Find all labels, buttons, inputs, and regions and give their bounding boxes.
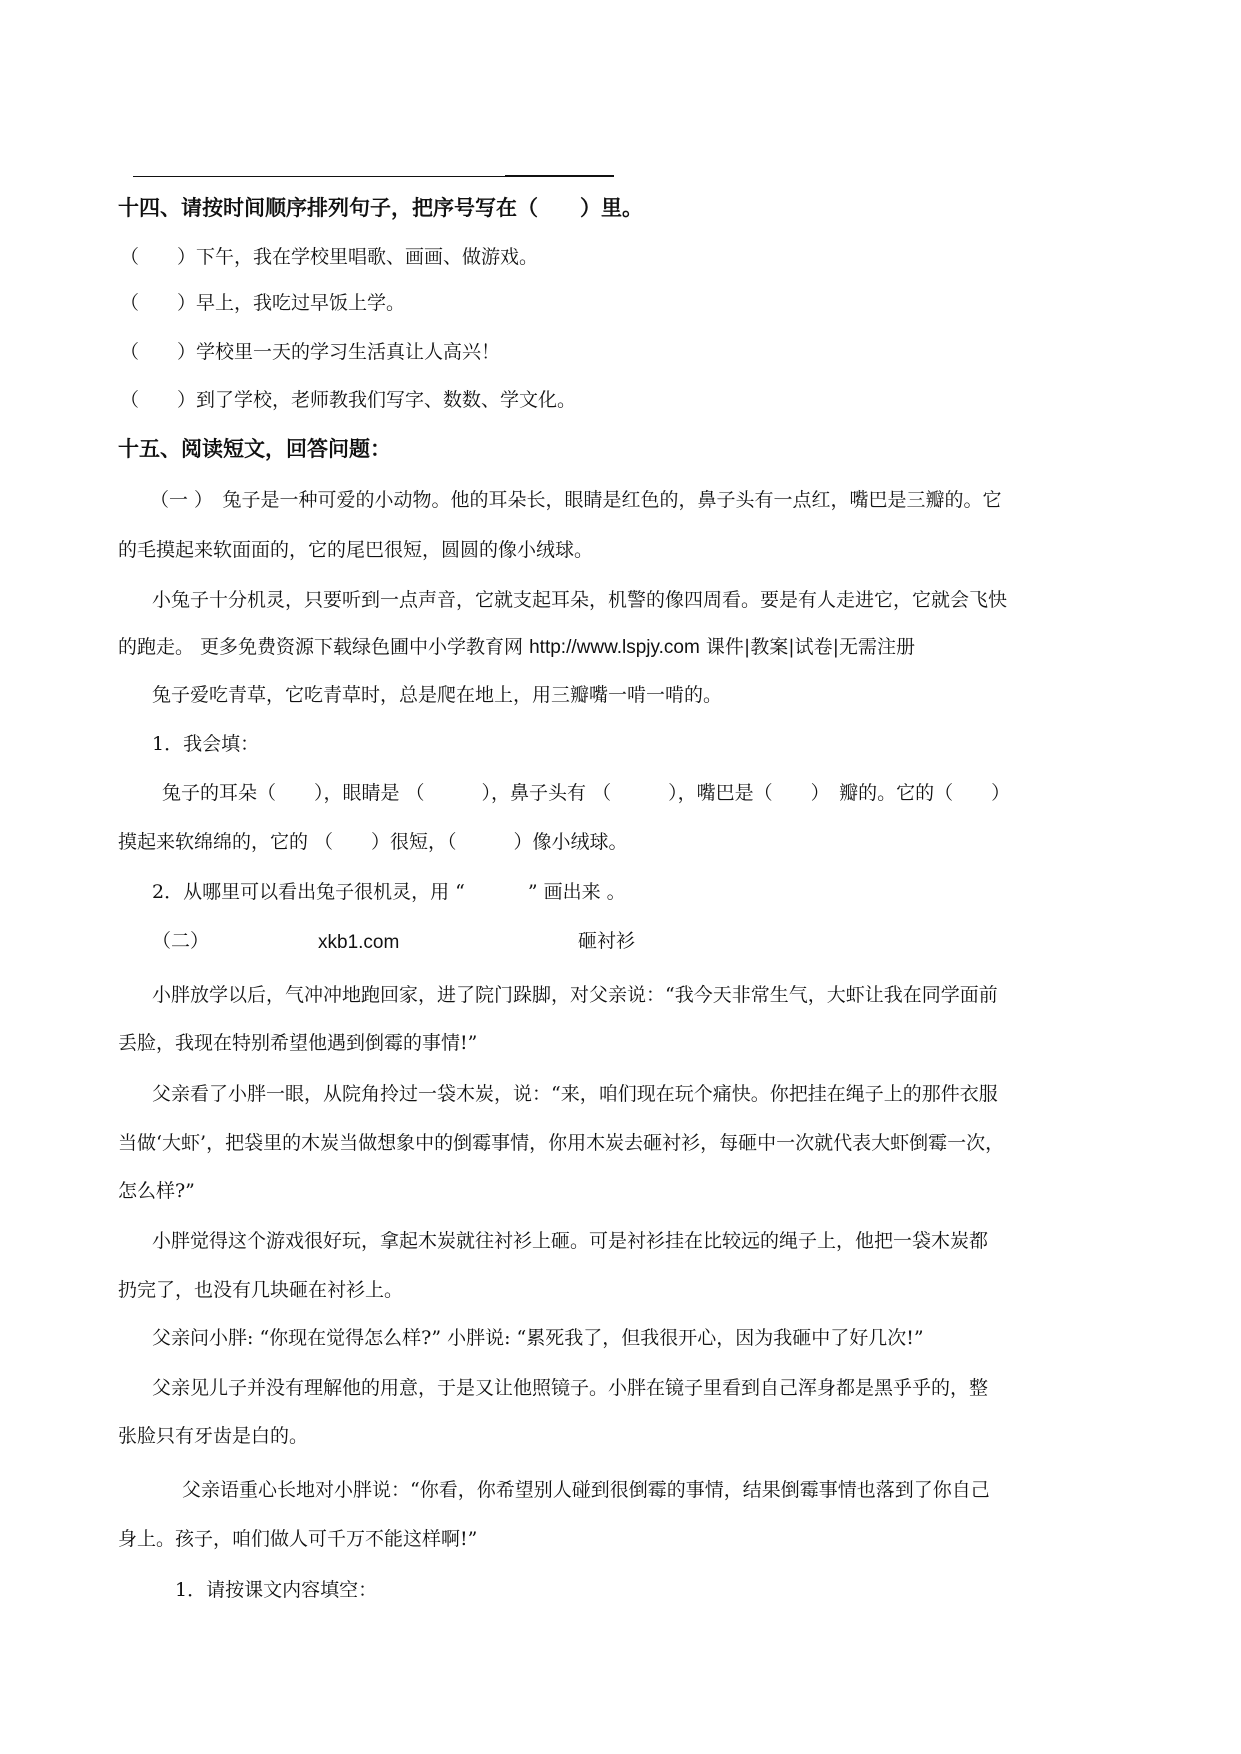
section-14-title: 十四、请按时间顺序排列句子，把序号写在（ ）里。 <box>118 195 643 220</box>
passage1-line <box>118 634 915 661</box>
story-line: 扔完了，也没有几块砸在衬衫上。 <box>118 1279 404 1301</box>
passage1-line: （一 ） 兔子是一种可爱的小动物。他的耳朵长，眼睛是红色的，鼻子头有一点红，嘴巴是三瓣的。它 <box>150 489 1002 511</box>
part-2-label: （二） <box>152 930 210 952</box>
story-title: 砸衬衫 <box>578 930 636 952</box>
question-1-fill: 兔子的耳朵（ ），眼睛是 （ ），鼻子头有 （ ），嘴巴是（ ） 瓣的。它的（ ） <box>162 782 1011 804</box>
story-line: 父亲问小胖: “你现在觉得怎么样?” 小胖说: “累死我了，但我很开心，因为我砸中了好几次!” <box>152 1327 924 1349</box>
question-2: 2．从哪里可以看出兔子很机灵，用 “ ” 画出来 。 <box>152 881 626 903</box>
passage-text: 的跑走。 更多免费资源下载绿色圃中小学教育网 <box>118 636 530 658</box>
passage1-line: 的毛摸起来软面面的，它的尾巴很短，圆圆的像小绒球。 <box>118 539 594 561</box>
story-line: 当做‘大虾’，把袋里的木炭当做想象中的倒霉事情，你用木炭去砸衬衫，每砸中一次就代表大虾倒霉一次， <box>118 1132 1005 1154</box>
question-1-label: 1．我会填： <box>152 733 260 755</box>
sec14-item: （ ）早上，我吃过早饭上学。 <box>120 292 406 314</box>
passage1-line: 小兔子十分机灵，只要听到一点声音，它就支起耳朵，机警的像四周看。要是有人走进它，它就会飞快 <box>152 589 1008 611</box>
answer-line <box>133 176 505 177</box>
answer-line-bold <box>505 175 614 177</box>
story-line: 小胖觉得这个游戏很好玩，拿起木炭就往衬衫上砸。可是衬衫挂在比较远的绳子上，他把一袋木炭都 <box>152 1230 989 1252</box>
story-line: 父亲看了小胖一眼，从院角拎过一袋木炭，说：“来，咱们现在玩个痛快。你把挂在绳子上的那件衣服 <box>152 1083 998 1105</box>
question-1-fill: 摸起来软绵绵的，它的 （ ）很短，（ ）像小绒球。 <box>118 831 628 853</box>
site-text: xkb1.com <box>318 932 400 953</box>
question-fill-label: 1．请按课文内容填空： <box>175 1579 378 1601</box>
story-line: 身上。孩子，咱们做人可千万不能这样啊!” <box>118 1528 478 1550</box>
passage-text: 课件|教案|试卷|无需注册 <box>699 636 916 658</box>
story-line: 小胖放学以后，气冲冲地跑回家，进了院门跺脚，对父亲说：“我今天非常生气，大虾让我在同学面前 <box>152 984 998 1006</box>
sec14-item: （ ）学校里一天的学习生活真让人高兴！ <box>120 341 501 363</box>
story-line: 怎么样?” <box>118 1180 195 1202</box>
story-line: 父亲见儿子并没有理解他的用意，于是又让他照镜子。小胖在镜子里看到自己浑身都是黑乎乎的，整 <box>152 1377 989 1399</box>
sec14-item: （ ）下午，我在学校里唱歌、画画、做游戏。 <box>120 246 539 268</box>
story-line: 张脸只有牙齿是白的。 <box>118 1425 309 1447</box>
passage1-line: 兔子爱吃青草，它吃青草时，总是爬在地上，用三瓣嘴一啃一啃的。 <box>152 684 723 706</box>
website-link[interactable]: http://www.lspjy.com <box>529 637 700 658</box>
section-15-title: 十五、阅读短文，回答问题： <box>118 436 391 461</box>
story-line: 父亲语重心长地对小胖说：“你看，你希望别人碰到很倒霉的事情，结果倒霉事情也落到了你自己 <box>182 1479 990 1501</box>
story-line: 丢脸，我现在特别希望他遇到倒霉的事情!” <box>118 1032 478 1054</box>
sec14-item: （ ）到了学校，老师教我们写字、数数、学文化。 <box>120 389 577 411</box>
